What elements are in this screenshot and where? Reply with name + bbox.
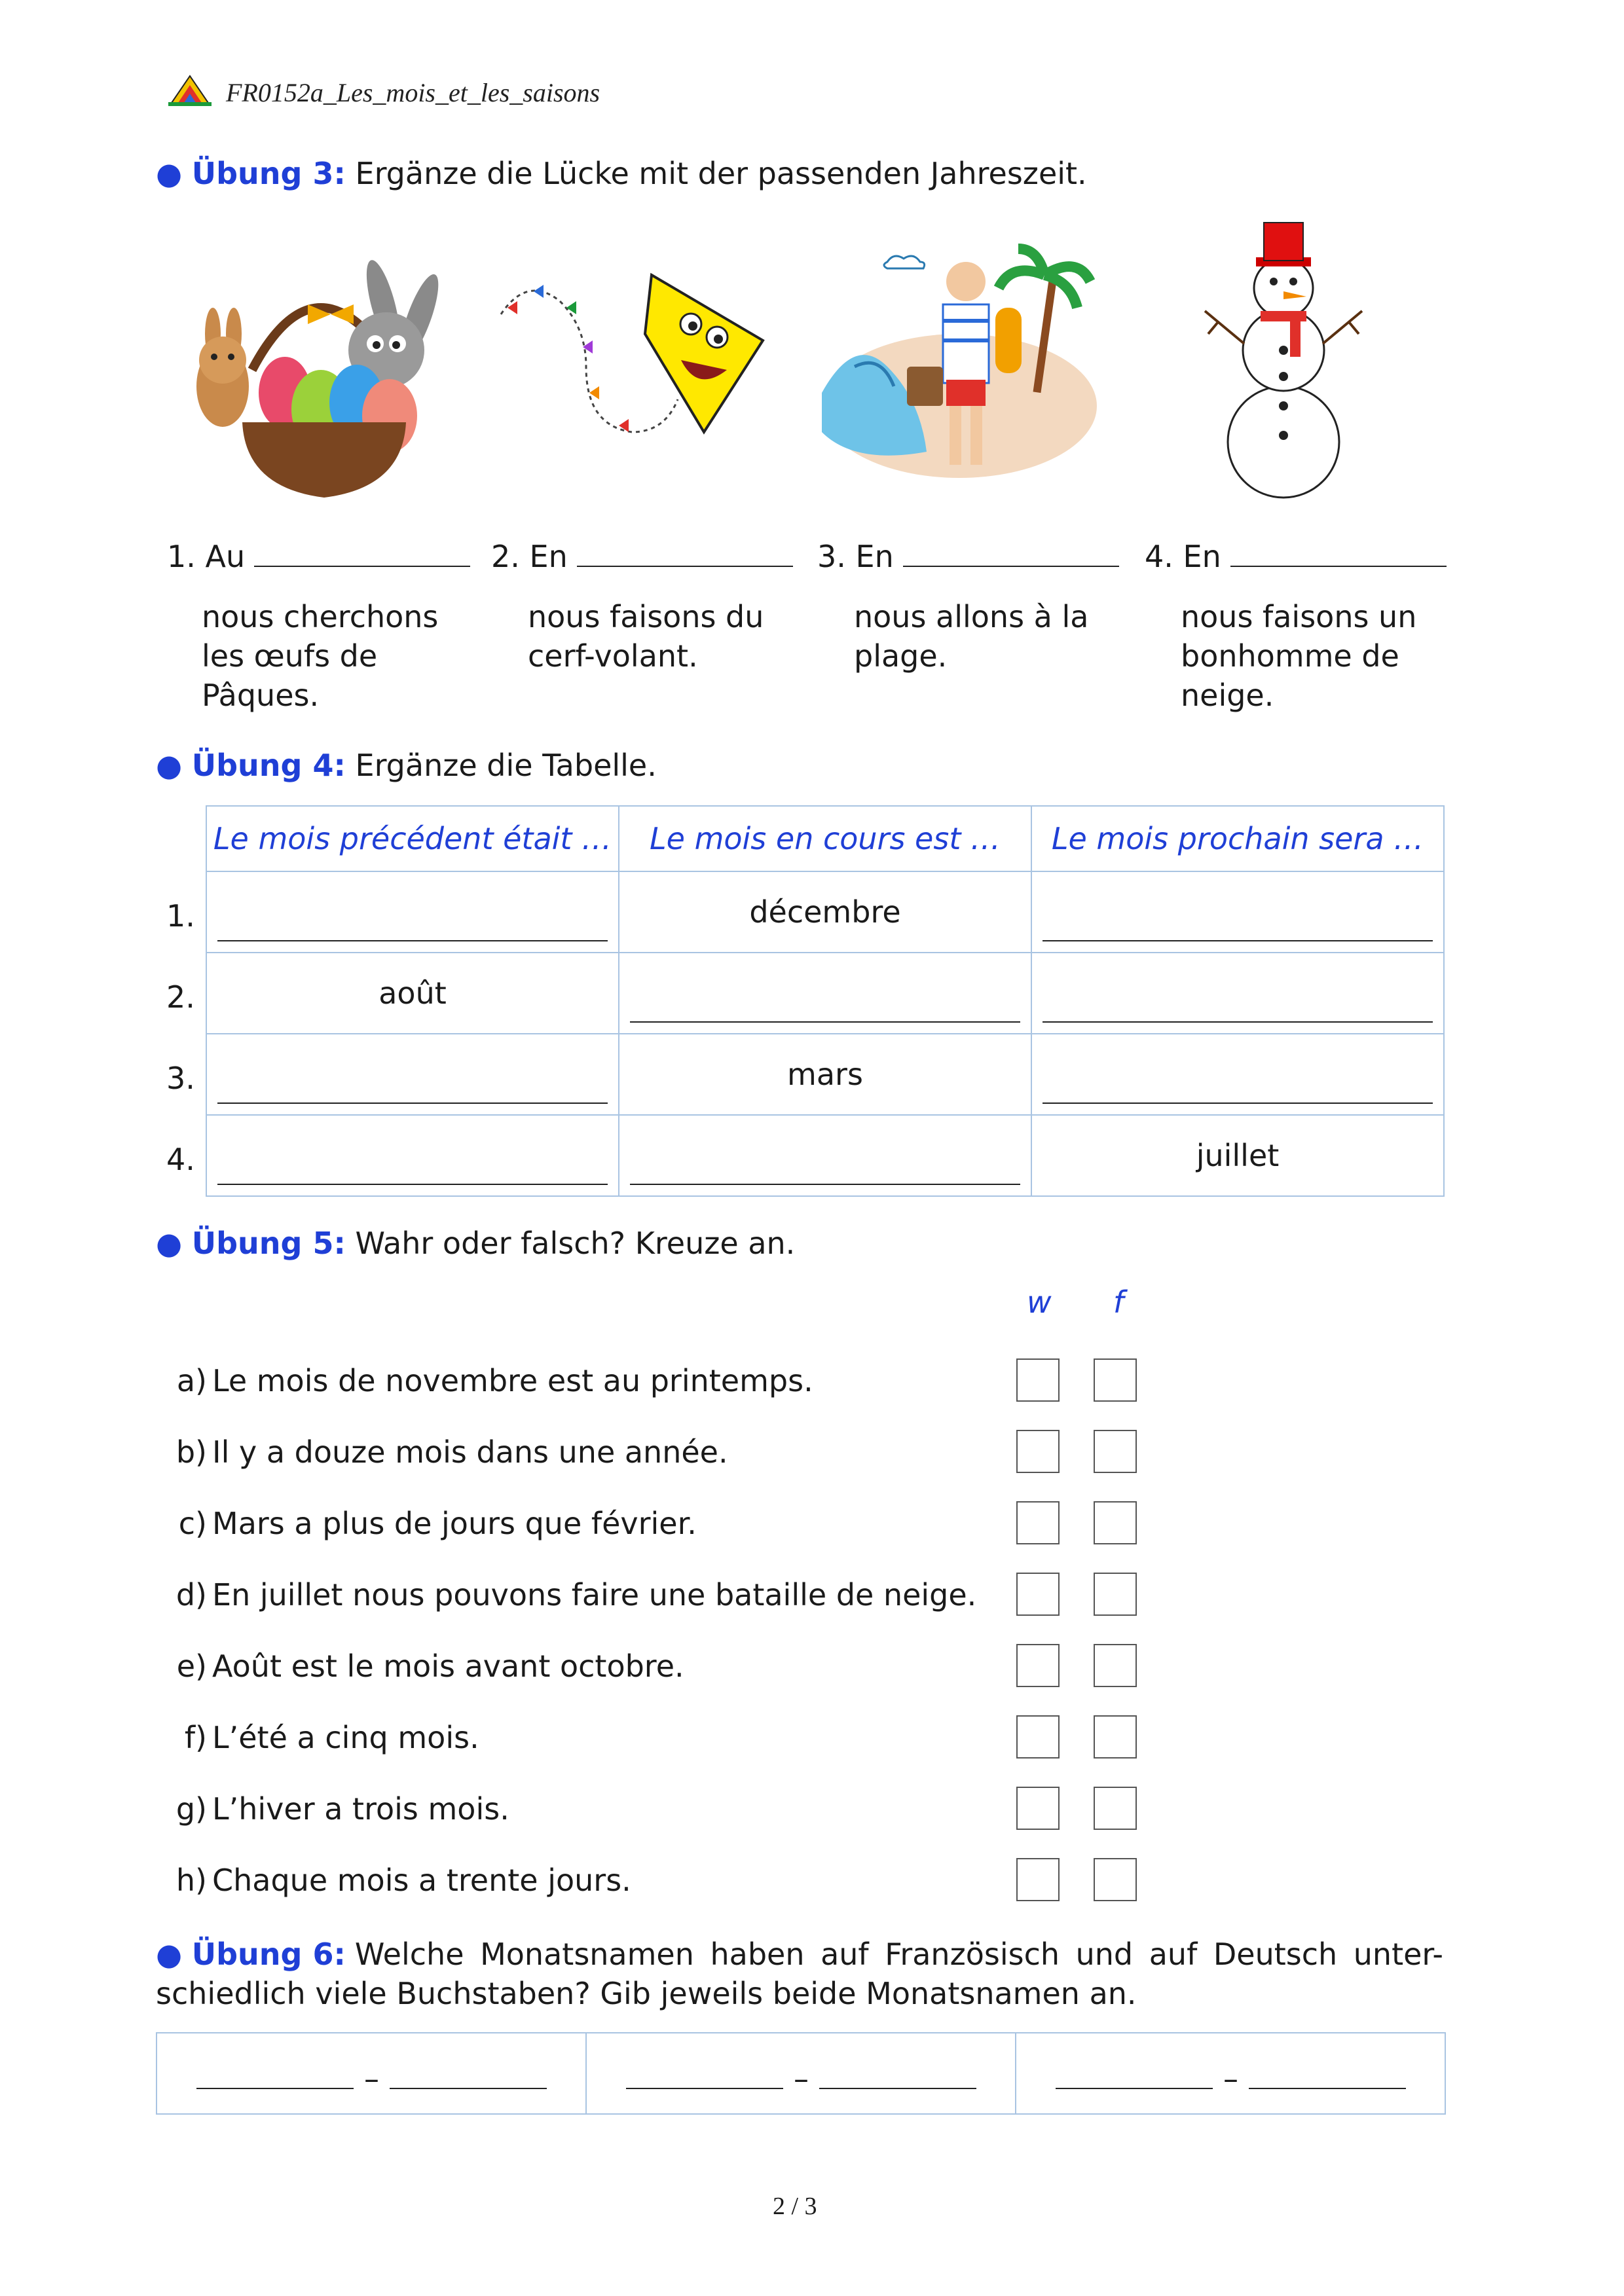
header-next-month: Le mois prochain sera … <box>1031 806 1444 871</box>
page-number: 2 / 3 <box>773 2193 817 2220</box>
table-cell-blank[interactable] <box>1031 1034 1444 1115</box>
checkbox-c-true[interactable] <box>1016 1501 1060 1544</box>
statement-b: b) Il y a douze mois dans une année. <box>175 1434 728 1470</box>
checkbox-a-true[interactable] <box>1016 1358 1060 1402</box>
german-month-blank[interactable] <box>819 2062 976 2089</box>
table-row <box>206 871 1444 953</box>
gap-item-4-blank[interactable] <box>1230 537 1447 567</box>
table-header-row <box>206 806 1444 871</box>
checkbox-b-false[interactable] <box>1094 1430 1137 1473</box>
exercise-6-label: Übung 6: <box>191 1937 346 1972</box>
column-false-label: f <box>1113 1285 1124 1320</box>
gap-item-2-blank[interactable] <box>577 537 793 567</box>
table-cell: mars <box>619 1034 1031 1115</box>
table-row <box>206 1115 1444 1196</box>
table-cell: juillet <box>1031 1115 1444 1196</box>
table-cell: août <box>206 953 619 1034</box>
exercise-3-instruction: Ergänze die Lücke mit der passenden Jahreszeit. <box>355 156 1087 191</box>
table-cell-blank[interactable] <box>206 1115 619 1196</box>
french-month-blank[interactable] <box>626 2062 783 2089</box>
checkbox-d-true[interactable] <box>1016 1573 1060 1616</box>
french-month-blank[interactable] <box>196 2062 354 2089</box>
exercise-3-label: Übung 3: <box>191 156 346 191</box>
checkbox-a-false[interactable] <box>1094 1358 1137 1402</box>
month-pairs-table <box>156 2032 1446 2115</box>
snowman-image <box>1198 219 1369 501</box>
gap-item-3-text: nous allons à la plage. <box>854 599 1089 674</box>
statement-f: f) L’été a cinq mois. <box>184 1720 479 1755</box>
table-row <box>206 953 1444 1034</box>
header-current-month: Le mois en cours est … <box>619 806 1031 871</box>
gap-item-1-number: 1. Au <box>167 539 246 574</box>
exercise-3-title: ● Übung 3: Ergänze die Lücke mit der passenden Jahreszeit. <box>156 156 1087 191</box>
row-number-3: 3. <box>166 1061 195 1096</box>
checkbox-f-true[interactable] <box>1016 1715 1060 1758</box>
table-cell: décembre <box>619 871 1031 953</box>
exercise-5-instruction: Wahr oder falsch? Kreuze an. <box>355 1226 796 1261</box>
exercise-5-title: ● Übung 5: Wahr oder falsch? Kreuze an. <box>156 1226 796 1261</box>
gap-item-1-blank[interactable] <box>254 537 470 567</box>
publisher-logo-icon <box>167 73 213 107</box>
statement-c: c) Mars a plus de jours que février. <box>178 1506 697 1541</box>
checkbox-d-false[interactable] <box>1094 1573 1137 1616</box>
exercise-4-title: ● Übung 4: Ergänze die Tabelle. <box>156 748 657 783</box>
month-pair-cell: – <box>157 2033 587 2113</box>
checkbox-e-true[interactable] <box>1016 1644 1060 1687</box>
row-number-2: 2. <box>166 979 195 1015</box>
easter-basket-image <box>160 219 449 501</box>
row-number-4: 4. <box>166 1142 195 1177</box>
month-pair-cell: – <box>1016 2033 1445 2113</box>
table-cell-blank[interactable] <box>619 1115 1031 1196</box>
statement-a: a) Le mois de novembre est au printemps. <box>176 1363 813 1398</box>
gap-item-1-text: nous cherchons les œufs de Pâques. <box>202 599 439 713</box>
exercise-4-label: Übung 4: <box>191 748 346 783</box>
month-pair-cell: – <box>587 2033 1016 2113</box>
german-month-blank[interactable] <box>390 2062 547 2089</box>
table-cell-blank[interactable] <box>206 1034 619 1115</box>
checkbox-e-false[interactable] <box>1094 1644 1137 1687</box>
statement-e: e) Août est le mois avant octobre. <box>176 1649 684 1684</box>
exercise-5-label: Übung 5: <box>191 1226 346 1261</box>
table-cell-blank[interactable] <box>206 871 619 953</box>
exercise-6-instruction-line2: schiedlich viele Buchstaben? Gib jeweils beide Monatsnamen an. <box>156 1976 1137 2011</box>
row-number-1: 1. <box>166 898 195 934</box>
gap-item-1 <box>167 537 470 574</box>
gap-item-3-number: 3. En <box>817 539 894 574</box>
statement-g: g) L’hiver a trois mois. <box>175 1791 509 1827</box>
checkbox-b-true[interactable] <box>1016 1430 1060 1473</box>
table-cell-blank[interactable] <box>1031 953 1444 1034</box>
gap-item-3 <box>817 537 1119 574</box>
table-row <box>206 1034 1444 1115</box>
column-true-label: w <box>1027 1285 1052 1320</box>
table-cell-blank[interactable] <box>619 953 1031 1034</box>
document-id: FR0152a_Les_mois_et_les_saisons <box>226 78 600 107</box>
statement-d: d) En juillet nous pouvons faire une bataille de neige. <box>175 1577 977 1613</box>
gap-item-2-number: 2. En <box>491 539 568 574</box>
header-previous-month: Le mois précédent était … <box>206 806 619 871</box>
statement-h: h) Chaque mois a trente jours. <box>175 1863 631 1898</box>
checkbox-h-false[interactable] <box>1094 1858 1137 1901</box>
gap-item-2 <box>491 537 793 574</box>
checkbox-h-true[interactable] <box>1016 1858 1060 1901</box>
exercise-6-title: ● Übung 6: Welche Monatsnamen haben auf Französisch und auf Deutsch unter- schiedlich viele Buchstaben? Gib jeweils beide Monatsnamen an. <box>156 1935 1443 2013</box>
gap-item-4-text: nous faisons un bonhomme de neige. <box>1181 599 1417 713</box>
checkbox-c-false[interactable] <box>1094 1501 1137 1544</box>
months-table <box>206 805 1445 1197</box>
checkbox-g-false[interactable] <box>1094 1787 1137 1830</box>
beach-image <box>815 236 1103 484</box>
exercise-6-instruction-line1: Welche Monatsnamen haben auf Französisch und auf Deutsch unter- <box>354 1937 1443 1972</box>
gap-item-3-blank[interactable] <box>903 537 1119 567</box>
gap-item-2-text: nous faisons du cerf-volant. <box>528 599 764 674</box>
exercise-4-instruction: Ergänze die Tabelle. <box>355 748 657 783</box>
gap-item-4 <box>1145 537 1447 574</box>
gap-item-4-number: 4. En <box>1145 539 1221 574</box>
german-month-blank[interactable] <box>1249 2062 1406 2089</box>
checkbox-g-true[interactable] <box>1016 1787 1060 1830</box>
french-month-blank[interactable] <box>1056 2062 1213 2089</box>
checkbox-f-false[interactable] <box>1094 1715 1137 1758</box>
kite-image <box>488 236 776 458</box>
table-cell-blank[interactable] <box>1031 871 1444 953</box>
